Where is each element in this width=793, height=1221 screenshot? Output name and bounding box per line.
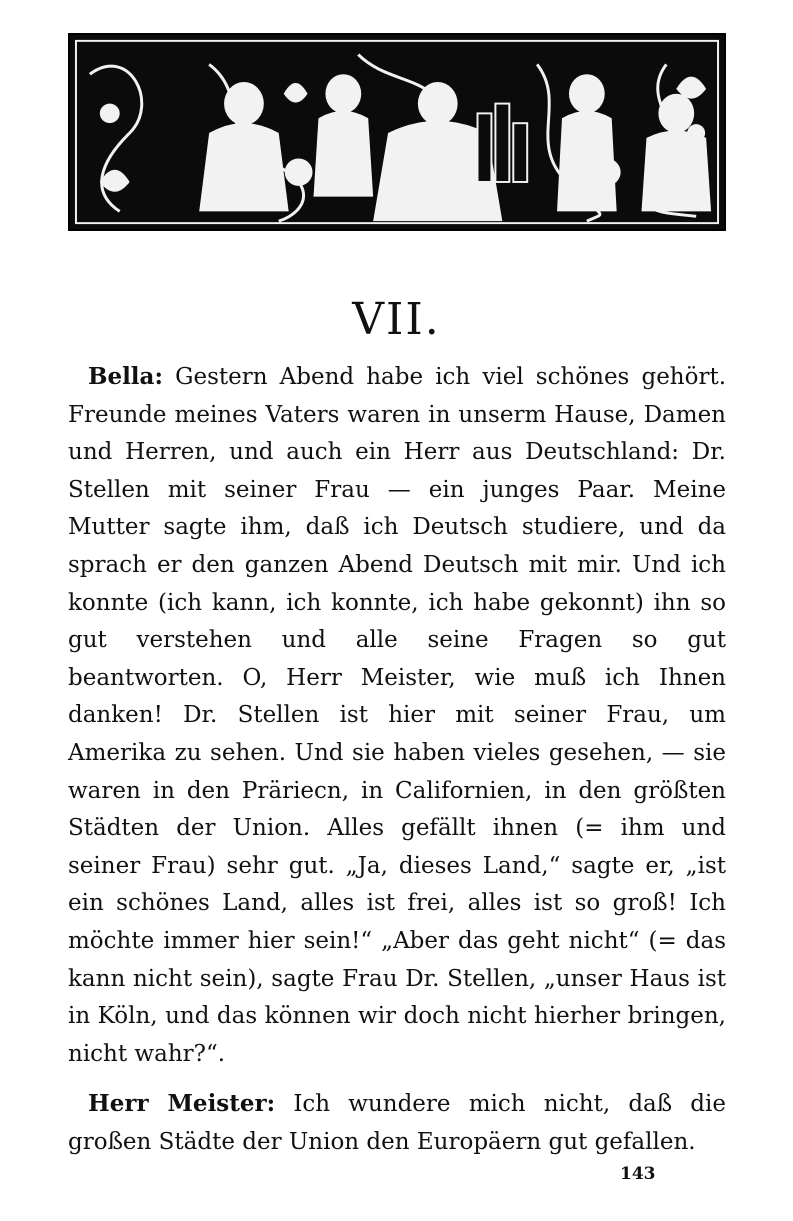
paragraph-bella: [68, 358, 726, 1073]
decorative-headpiece: [68, 33, 726, 231]
ornament-illustration: [70, 35, 724, 229]
paragraph-text: Gestern Abend habe ich viel schönes gehört. Freunde meines Vaters waren in unserm Hause, Damen und Herren, und auch ein Herr aus Deutschland: Dr. Stellen mit seiner Frau — ein junges Paar. Meine Mutter sagte ihm, daß ich Deutsch studiere, und da sprach er den ganzen Abend Deutsch mit mir. Und ich konnte (ich kann, ich konnte, ich habe gekonnt) ihn so gut verstehen und alle seine Fragen so gut beantworten. O, Herr Meister, wie muß ich Ihnen danken! Dr. Stellen ist hier mit seiner Frau, um Amerika zu sehen. Und sie haben vieles gesehen, — sie waren in den Präriecn, in Californien, in den größten Städten der Union. Alles gefällt ihnen (= ihm und seiner Frau) sehr gut. „Ja, dieses Land,“ sagte er, „ist ein schönes Land, alles ist frei, alles ist so groß! Ich möchte immer hier sein!“ „Aber das geht nicht“ (= das kann nicht sein), sagte Frau Dr. Stellen, „unser Haus ist in Köln, und das können wir doch nicht hierher bringen, nicht wahr?“.: [68, 364, 727, 1067]
chapter-number: VII.: [352, 294, 441, 345]
paragraph-text: Ich wundere mich nicht, daß die großen Städte der Union den Europäern gut gefallen.: [68, 1091, 726, 1155]
speaker-label: Bella:: [88, 363, 163, 390]
speaker-label: Herr Meister:: [88, 1090, 276, 1117]
page-number: 143: [620, 1164, 656, 1184]
paragraph-herr-meister: [68, 1085, 726, 1161]
